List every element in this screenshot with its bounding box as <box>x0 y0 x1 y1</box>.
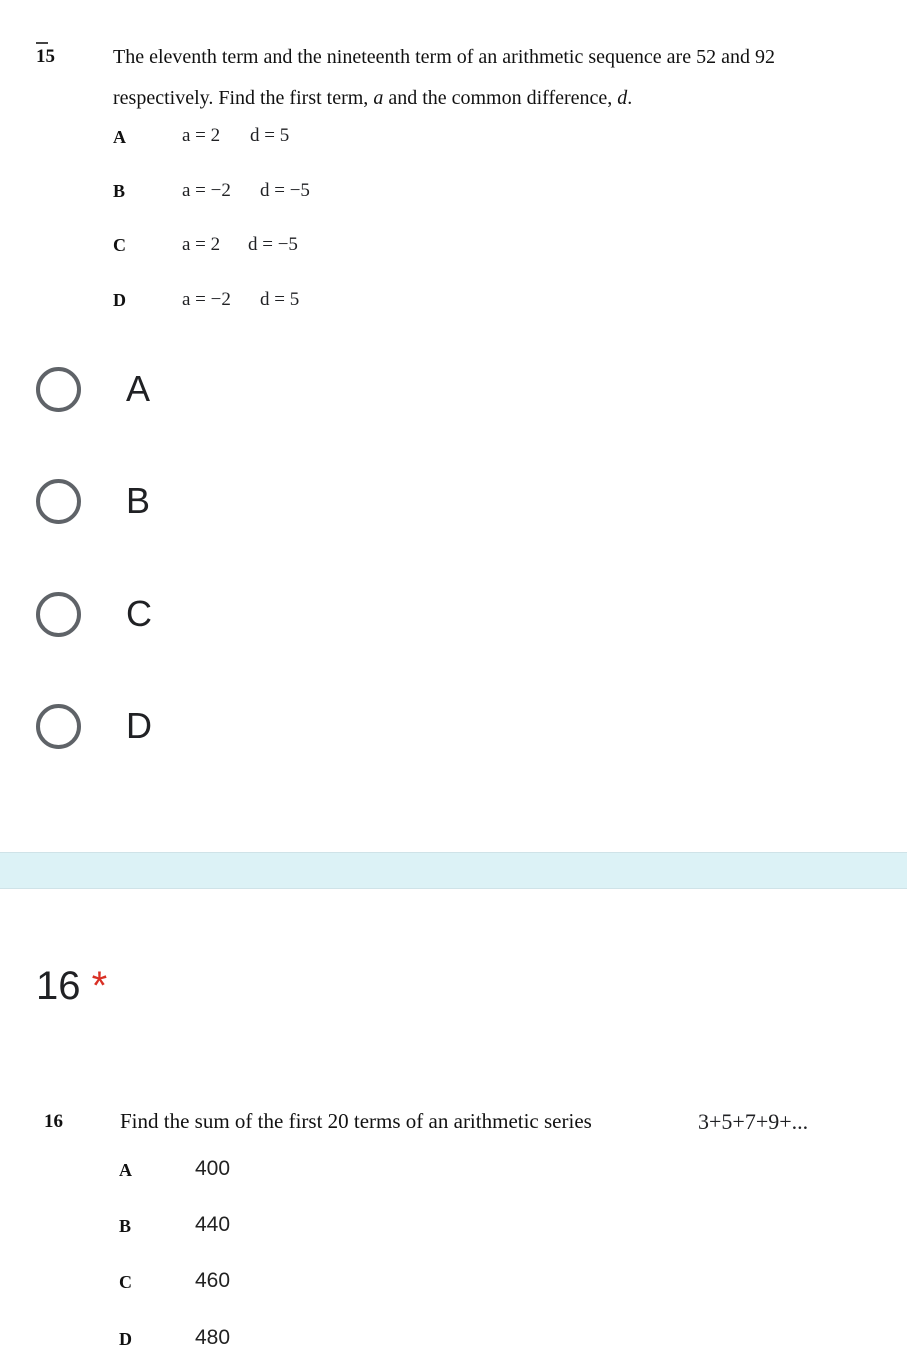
q15-choice-label: C <box>126 593 152 634</box>
q16-text: Find the sum of the first 20 terms of an arithmetic series <box>120 1109 592 1133</box>
q16-title-number: 16 <box>36 964 81 1008</box>
radio-unchecked-icon[interactable] <box>36 592 81 637</box>
q15-choice-label: B <box>126 480 151 521</box>
q15-option-a-a: a = 2 <box>182 125 221 146</box>
q16-option-letter-d: D <box>119 1329 132 1349</box>
section-divider <box>0 852 907 889</box>
q15-option-b-a: a = −2 <box>182 180 231 201</box>
q16-series: 3+5+7+9+... <box>698 1109 809 1134</box>
q15-choice-b[interactable] <box>36 474 336 528</box>
q15-option-letter-b: B <box>113 181 126 201</box>
q15-choice-a[interactable] <box>36 362 336 416</box>
q15-option-letter-c: C <box>113 235 126 255</box>
q15-option-letter-d: D <box>113 290 126 310</box>
q16-option-a-value: 400 <box>195 1157 231 1180</box>
q15-number: 15 <box>36 46 55 67</box>
q15-choice-c[interactable] <box>36 587 336 641</box>
q16-number: 16 <box>44 1111 63 1132</box>
q15-choice-label: D <box>126 705 152 746</box>
q15-text-line2: respectively. Find the first term, a and the common difference, d. <box>113 87 633 109</box>
q16-option-letter-c: C <box>119 1272 132 1292</box>
q15-option-a-d: d = 5 <box>250 125 290 146</box>
radio-unchecked-icon[interactable] <box>36 367 81 412</box>
q15-text-line1: The eleventh term and the nineteenth term of an arithmetic sequence are 52 and 92 <box>113 46 775 68</box>
q16-option-d-value: 480 <box>195 1326 231 1349</box>
q15-option-letter-a: A <box>113 127 126 147</box>
q15-number-mark <box>36 42 48 44</box>
q15-option-b-d: d = −5 <box>260 180 310 201</box>
q15-choice-label: A <box>126 368 151 409</box>
radio-unchecked-icon[interactable] <box>36 704 81 749</box>
q16-option-c-value: 460 <box>195 1269 231 1292</box>
q15-choice-d[interactable] <box>36 699 336 753</box>
q15-option-c-d: d = −5 <box>248 234 298 255</box>
q15-option-d-d: d = 5 <box>260 289 300 310</box>
q16-option-letter-b: B <box>119 1216 132 1236</box>
q16-option-b-value: 440 <box>195 1213 231 1236</box>
radio-unchecked-icon[interactable] <box>36 479 81 524</box>
q15-option-d-a: a = −2 <box>182 289 231 310</box>
q15-option-c-a: a = 2 <box>182 234 221 255</box>
required-asterisk: * <box>91 964 108 1008</box>
q16-title <box>36 964 107 1009</box>
q16-option-letter-a: A <box>119 1160 132 1180</box>
